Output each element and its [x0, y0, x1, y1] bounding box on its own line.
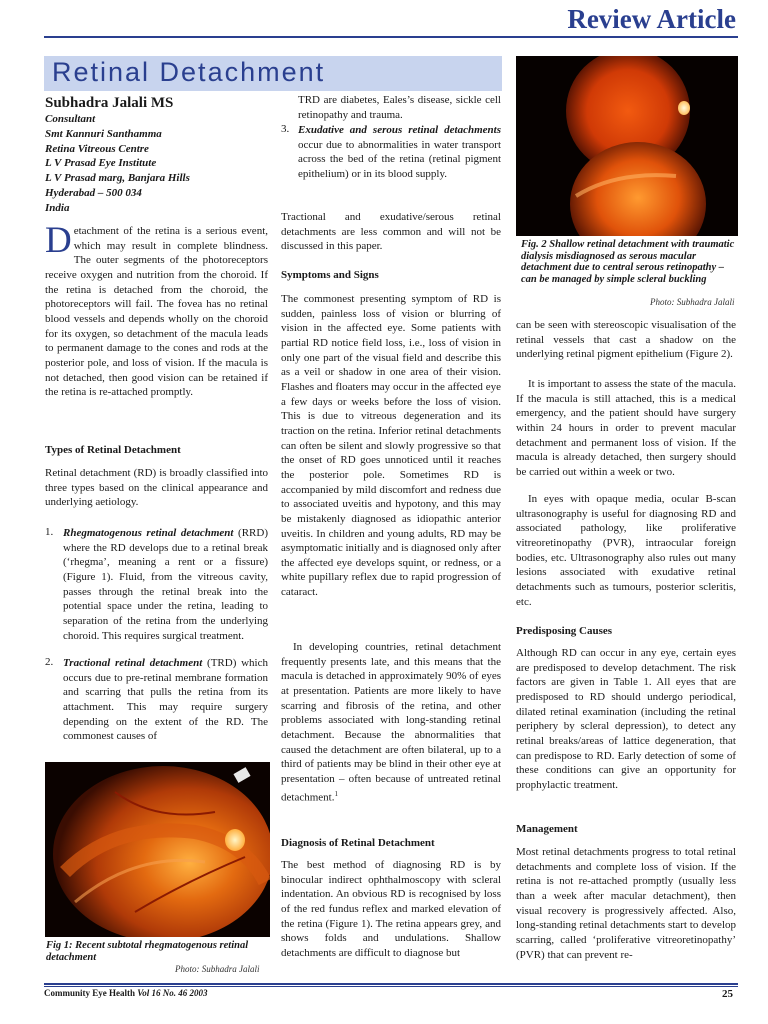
- management-paragraph: Most retinal detachments progress to total retinal detachments and complete loss of vision. If the retina is not re-attached promptly (usually less than a week after macular detachment), then visual recovery is progressively affected. Also, long-standing retinal detachments start to develop scarring, called ‘proliferative vitreoretinopathy’ (PVR) that can prevent re-: [516, 846, 736, 961]
- diagnosis-paragraph-3: In eyes with opaque media, ocular B-scan ultrasonography is useful for diagnosing RD and associated pathology, like proliferative vitreoretinopathy (PVR), intraocular foreign bodies, etc. Ultrasonography also rules out many lesions associated with exudative retinal detachments such as tumours, posterior scleritis, etc.: [516, 493, 736, 608]
- list-number: 1.: [45, 526, 54, 538]
- list-item-trd: [63, 656, 268, 744]
- predisposing-heading: Predisposing Causes: [516, 625, 613, 637]
- figure-2-caption: Fig. 2 Shallow retinal detachment with traumatic dialysis misdiagnosed as serous macular detachment due to central serous retinopathy – can be managed by simple scleral buckling: [521, 239, 735, 285]
- list-text: (RRD) where the RD develops due to a retinal break (‘rhegma’, meaning a rent or a fissure) (Figure 1). Fluid, from the vitreous cavity, passes through the retinal break into the potential space under the retina, leading to separation of the retina from the underlying choroid. This requires surgical treatment.: [63, 527, 268, 642]
- footer-rule: [44, 983, 738, 985]
- list-item-exudative: [298, 123, 501, 182]
- affiliation-line: India: [45, 201, 70, 214]
- types-paragraph: Retinal detachment (RD) is broadly classified into three types based on the clinical appearance and underlying aetiology.: [45, 467, 268, 509]
- journal-issue: Vol 16 No. 46 2003: [137, 988, 208, 998]
- journal-name: Community Eye Health: [44, 988, 138, 998]
- symptoms-paragraph-2: [281, 640, 501, 805]
- drop-cap: D: [45, 220, 72, 261]
- management-heading: Management: [516, 823, 578, 835]
- header-rule: [44, 36, 738, 38]
- list-item-trd-continued: TRD are diabetes, Eales’s disease, sickle cell retinopathy and trauma.: [298, 94, 501, 121]
- author-block: [45, 95, 275, 216]
- figure-2-image: [516, 56, 738, 236]
- diagnosis-paragraph-1-continued: can be seen with stereoscopic visualisation of the retinal vessels that cast a shadow on the underlying retinal pigment epithelium (Figure 2).: [516, 319, 736, 361]
- affiliation-line: L V Prasad Eye Institute: [45, 157, 157, 170]
- diagnosis-paragraph-2: It is important to assess the state of the macula. If the macula is still attached, this is a medical emergency, and the patient should have surgery within 24 hours in order to prevent macular detachment and permanent loss of vision. If the macula is already detached, then surgery should be carried out within a week or two.: [516, 378, 736, 478]
- list-number: 2.: [45, 656, 54, 668]
- page-number: 25: [722, 988, 733, 1000]
- affiliation-line: Consultant: [45, 113, 96, 125]
- list-term: Tractional retinal detachment: [63, 657, 203, 669]
- section-label: Review Article: [567, 4, 736, 34]
- fundus-photo: [45, 762, 270, 937]
- list-term: Rhegmatogenous retinal detachment: [63, 527, 234, 539]
- author-name: Subhadra Jalali MS: [45, 95, 174, 111]
- fundus-photo: [516, 56, 738, 236]
- list-text: occur due to abnormalities in water transport across the bed of the retina (retinal pigment epithelium) or in its blood supply.: [298, 138, 501, 180]
- figure-1-credit: Photo: Subhadra Jalali: [175, 964, 260, 974]
- footer-rule-2: [44, 986, 738, 987]
- symptoms-heading: Symptoms and Signs: [281, 269, 379, 281]
- affiliation-line: L V Prasad marg, Banjara Hills: [45, 172, 190, 185]
- figure-2-credit: Photo: Subhadra Jalali: [650, 297, 735, 307]
- affiliation-line: Hyderabad – 500 034: [45, 186, 142, 199]
- list-number: 3.: [281, 123, 290, 135]
- predisposing-paragraph: Although RD can occur in any eye, certain eyes are predisposed to develop detachment. The risk factors are given in Table 1. All eyes that are predisposed to RD should undergo periodical, dilated retinal examination (including the retinal periphery by scleral depression), to detect any retinal breaks/areas of lattice degeneration, that can predispose to RD. Early detection of some of these conditions can give an opportunity for prophylactic treatment.: [516, 647, 736, 791]
- article-title: Retinal Detachment: [52, 57, 326, 87]
- symptoms-paragraph-1: The commonest presenting symptom of RD is sudden, painless loss of vision or blurring of vision in the affected eye. Some patients with partial RD notice field loss, i.e., loss of vision in only one part of the visual field and describe this as a veil or shadow in one area of their vision. Flashes and floaters may occur in the affected eye a few days or weeks before the loss of vision. This is due to vitreous degeneration and its traction on the retina. Inferior retinal detachments can often be silent and slowly progressive so that the onset of RD goes unnoticed until it reaches the posterior pole. Sometimes RD is accompanied by mild discomfort and redness due to associated uveitis and hypotony, and this may be mistakenly diagnosed as idiopathic anterior uveitis. In children and young adults, RD may be asymptomatic initially and is diagnosed only after the affected eye develops squint, or redness, or a white pupillary reflex due to rapid progression of cataract.: [281, 293, 501, 599]
- diagnosis-paragraph-1: The best method of diagnosing RD is by binocular indirect ophthalmoscopy with scleral indentation. An obvious RD is recognised by loss of the red fundus reflex and marked elevation of the retina (Figure 1). The retina appears grey, and shows folds and undulations. Shallow detachments are difficult to diagnose but: [281, 859, 501, 959]
- reference-mark: 1: [334, 789, 338, 798]
- intro-paragraph: [45, 220, 268, 400]
- list-text: (TRD) which occurs due to pre-retinal membrane formation and scarring that pulls the retina from its attachment. This may require surgery depending on the extent of the RD. The commonest causes of: [63, 657, 268, 743]
- figure-1-caption: Fig 1: Recent subtotal rhegmatogenous retinal detachment: [46, 940, 249, 963]
- journal-citation: [44, 988, 208, 998]
- figure-1-image: [45, 762, 270, 937]
- types-paragraph-2: Tractional and exudative/serous retinal detachments are less common and will not be discussed in this paper.: [281, 211, 501, 253]
- types-heading: Types of Retinal Detachment: [45, 444, 181, 456]
- affiliation-line: Retina Vitreous Centre: [45, 142, 149, 155]
- title-box: [44, 56, 502, 91]
- list-term: Exudative and serous retinal detachments: [298, 124, 501, 136]
- symptoms-text: In developing countries, retinal detachment frequently presents late, and this means that the macula is detached in approximately 90% of eyes at presentation. Patients are more likely to have scarring and fibrosis of the retina, and other problems associated with long-standing retinal detachment. Because the abnormalities that caused the detachment are often bilateral, up to a third of patients may be blind in their other eye at presentation – often because of untreated retinal detachment.: [281, 641, 501, 804]
- diagnosis-heading: Diagnosis of Retinal Detachment: [281, 837, 435, 849]
- list-item-rrd: [63, 526, 268, 643]
- affiliation-line: Smt Kannuri Santhamma: [45, 127, 162, 140]
- intro-text: etachment of the retina is a serious event, which may result in complete blindness. The outer segments of the photoreceptors receive oxygen and nutrition from the choroid. If the retina is detached from the choroid, the photoreceptors will fail. The fovea has no retinal blood vessels and depends wholly on the choroid for its oxygen, so detachment of the macula leads to permanent damage to the cones and rods at the posterior pole, and loss of vision. If the macula is not detached, then good vision can be retained if the retina is re-attached promptly.: [45, 225, 268, 399]
